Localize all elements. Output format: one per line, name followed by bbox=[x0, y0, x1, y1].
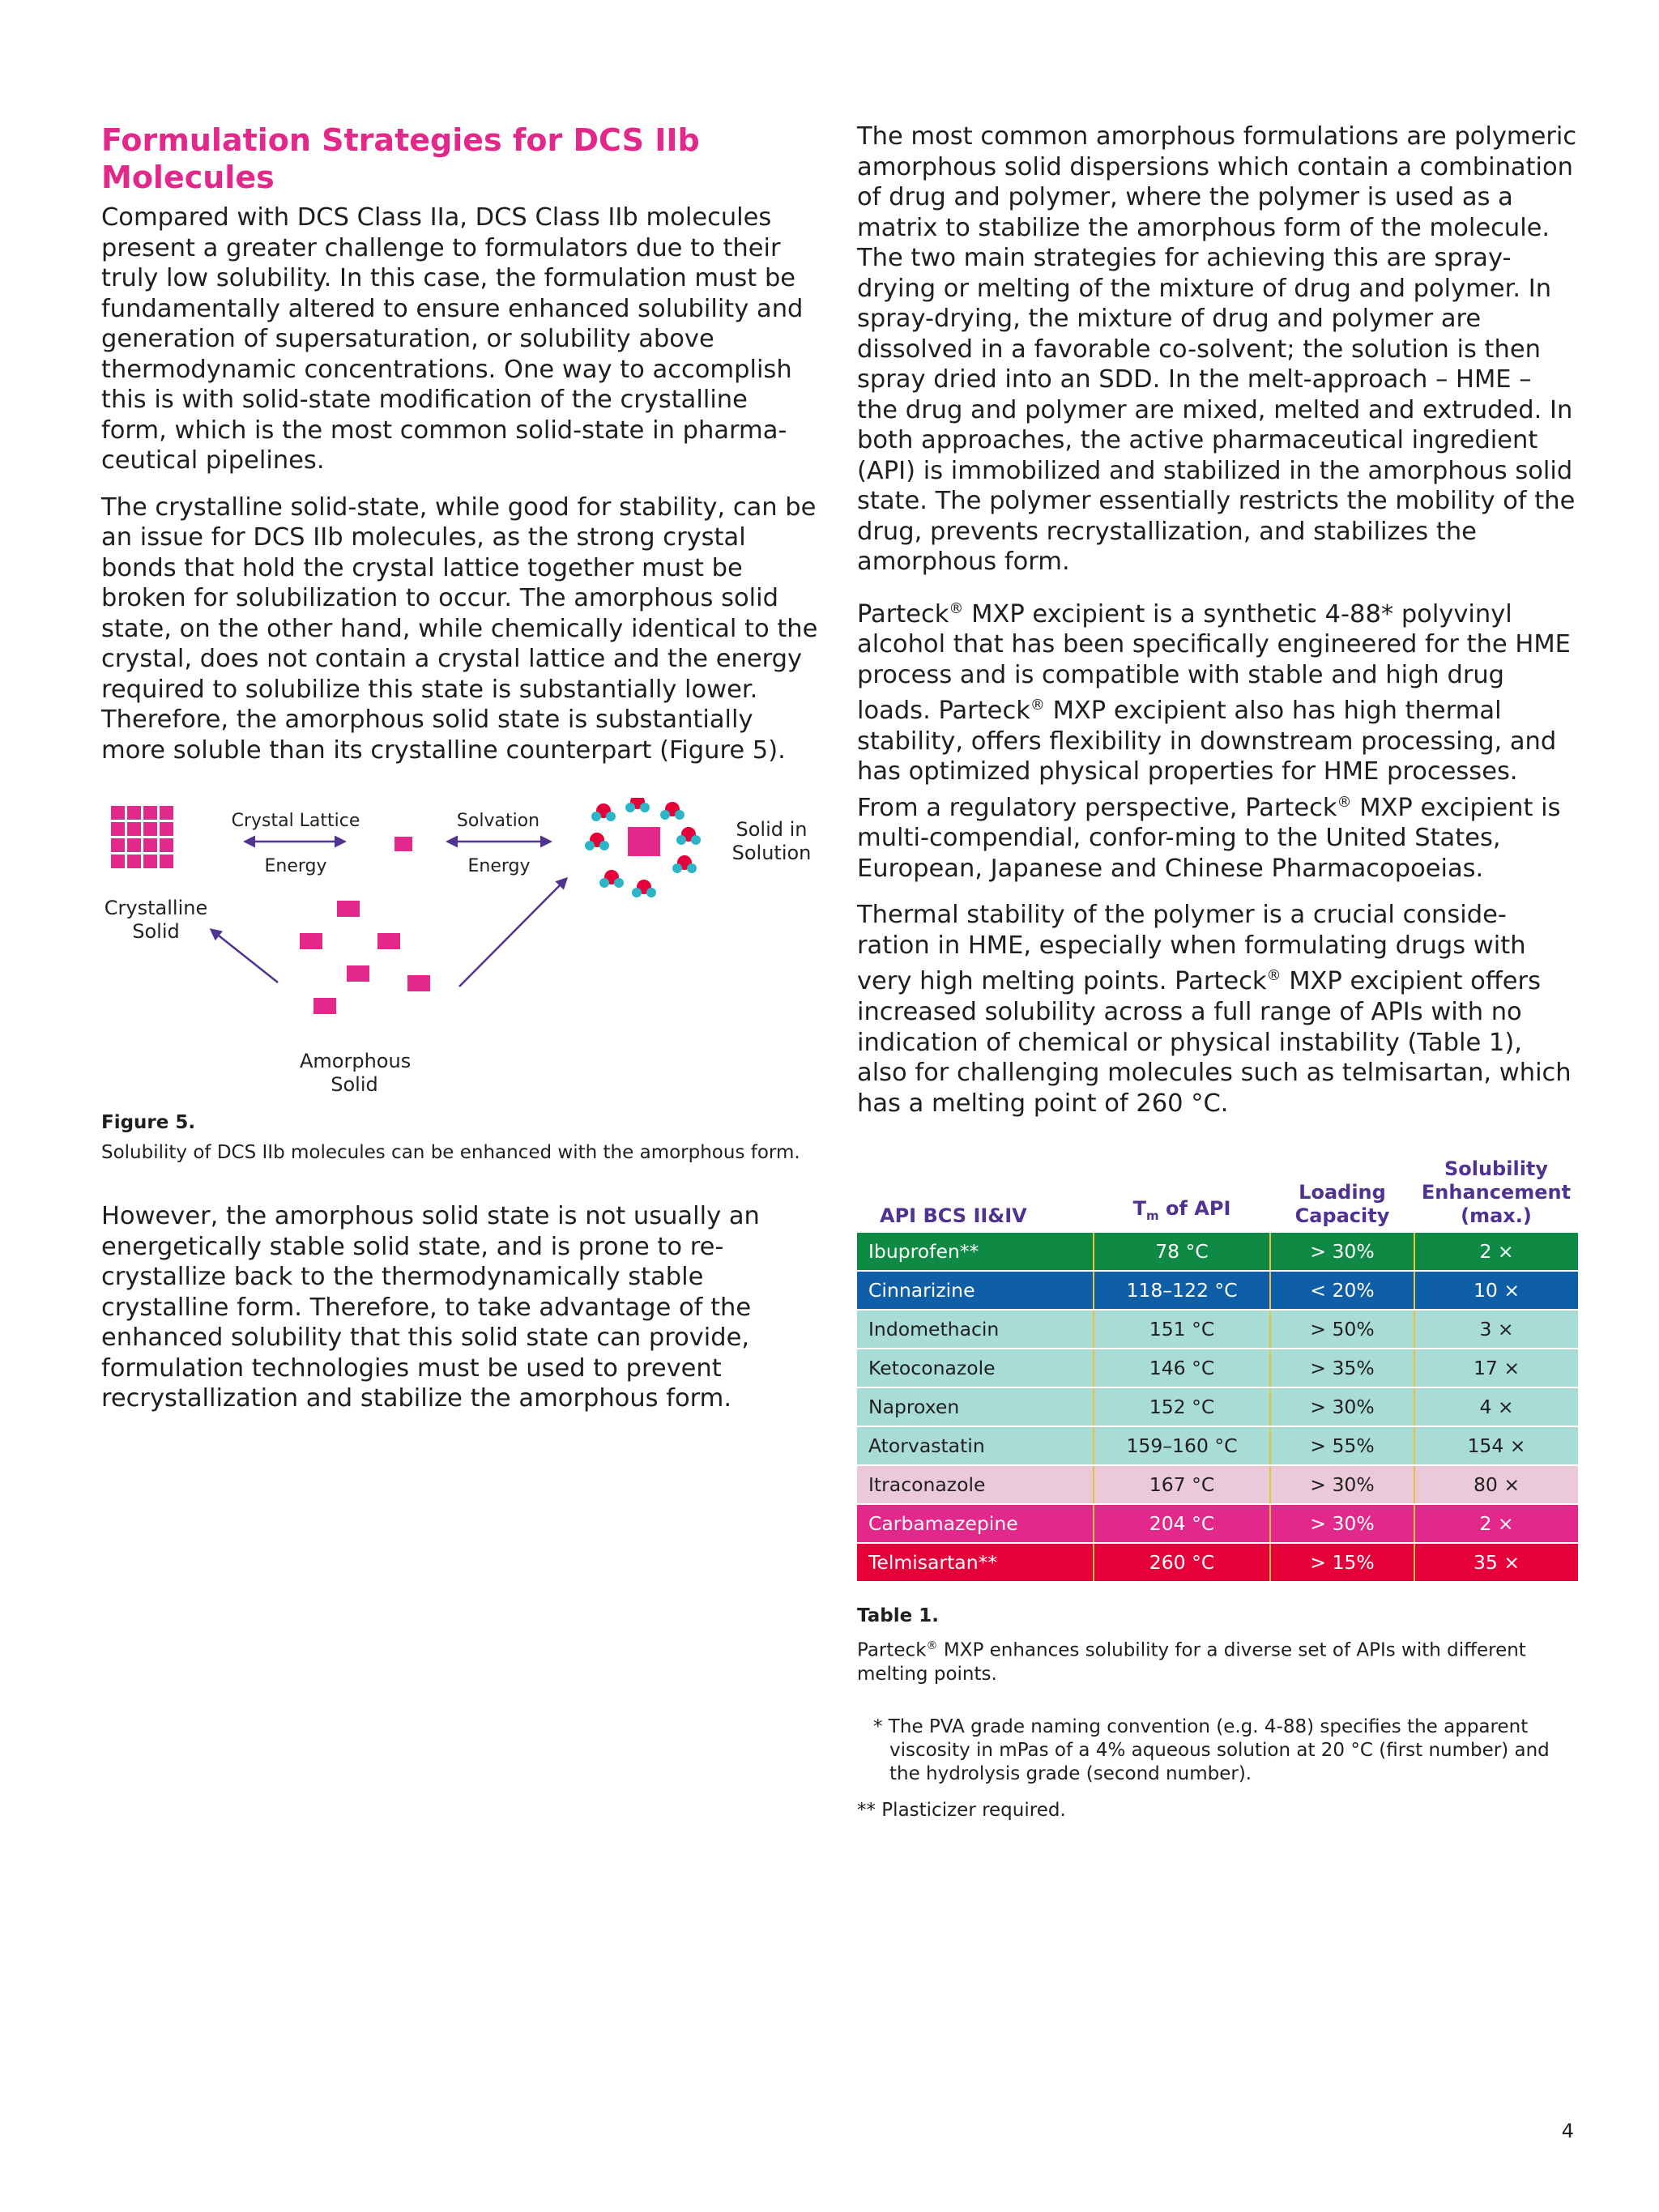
paragraph-1: Compared with DCS Class IIa, DCS Class IIb molecules present a greater challenge to formulators due to their truly low solubility. In this case, the formulation must be fundamentally altered to ensure enhanced solubility and generation of supersaturation, or solubility above thermodynamic concentrations. One way to accomplish this is with solid-state modification of the crystalline form, which is the most common solid-state in pharma-ceutical pipelines. bbox=[101, 203, 804, 475]
cell-api-name: Telmisartan** bbox=[857, 1543, 1094, 1582]
table-row bbox=[857, 1387, 1578, 1426]
single-molecule-icon bbox=[394, 837, 412, 851]
page-number: 4 bbox=[1561, 2120, 1574, 2142]
amorphous-solid-label: Amorphous Solid bbox=[300, 1050, 412, 1096]
table-row bbox=[857, 1349, 1578, 1387]
cell-solubility-enhancement: 2 × bbox=[1414, 1504, 1578, 1543]
table-header-row bbox=[857, 1157, 1578, 1233]
cell-melting-point: 260 °C bbox=[1094, 1543, 1270, 1582]
col-header-tm: $T_m$ of API bbox=[1132, 1197, 1231, 1224]
recrystallize-arrow bbox=[211, 930, 278, 982]
cell-melting-point: 167 °C bbox=[1094, 1465, 1270, 1504]
cell-melting-point: 146 °C bbox=[1094, 1349, 1270, 1387]
table-row bbox=[857, 1543, 1578, 1582]
cell-loading-capacity: > 55% bbox=[1270, 1426, 1414, 1465]
cell-melting-point: 204 °C bbox=[1094, 1504, 1270, 1543]
figure-caption-title: Figure 5. bbox=[101, 1112, 196, 1133]
cell-loading-capacity: > 30% bbox=[1270, 1387, 1414, 1426]
cell-melting-point: 78 °C bbox=[1094, 1233, 1270, 1271]
energy-label-1: Energy bbox=[264, 856, 327, 876]
cell-solubility-enhancement: 3 × bbox=[1414, 1310, 1578, 1349]
left-column bbox=[101, 121, 818, 1430]
cell-solubility-enhancement: 80 × bbox=[1414, 1465, 1578, 1504]
section-heading: Formulation Strategies for DCS IIb Molecules bbox=[101, 122, 700, 195]
crystalline-solid-label: Crystalline Solid bbox=[104, 897, 208, 943]
paragraph-4: The most common amorphous formulations are polymeric amorphous solid dispersions which contain a combination of drug and polymer, where the polymer is used as a matrix to stabilize the amorphous form of the molecule. The two main strategies for achieving this are spray-drying or melting of the mixture of drug and polymer. In spray-drying, the mixture of drug and polymer are dissolved in a favorable co-solvent; the solution is then spray dried into an SDD. In the melt-approach – HME – the drug and polymer are mixed, melted and extruded. In both approaches, the active pharmaceutical ingredient (API) is immobilized and stabilized in the amorphous solid state. The polymer essentially restricts the mobility of the drug, prevents recrystallization, and stabilizes the amorphous form. bbox=[857, 122, 1577, 576]
energy-label-2: Energy bbox=[467, 856, 531, 876]
cell-loading-capacity: > 30% bbox=[1270, 1233, 1414, 1271]
cell-api-name: Indomethacin bbox=[857, 1310, 1094, 1349]
figure-caption bbox=[101, 1112, 818, 1165]
col-header-loading: Loading Capacity bbox=[1294, 1181, 1390, 1228]
figure-5-diagram bbox=[101, 798, 818, 1106]
solute-molecule-icon bbox=[628, 827, 660, 856]
cell-melting-point: 118–122 °C bbox=[1094, 1271, 1270, 1310]
cell-melting-point: 159–160 °C bbox=[1094, 1426, 1270, 1465]
table-row bbox=[857, 1310, 1578, 1349]
cell-api-name: Itraconazole bbox=[857, 1465, 1094, 1504]
cell-api-name: Atorvastatin bbox=[857, 1426, 1094, 1465]
table-row bbox=[857, 1271, 1578, 1310]
table-caption bbox=[857, 1605, 1578, 1686]
dissolve-arrow bbox=[459, 879, 566, 987]
cell-solubility-enhancement: 2 × bbox=[1414, 1233, 1578, 1271]
cell-loading-capacity: > 15% bbox=[1270, 1543, 1414, 1582]
paragraph-5: Parteck® MXP excipient is a synthetic 4-88* polyvinyl alcohol that has been specifically engineered for the HME process and is compatible with stable and high drug loads. Parteck® MXP excipient also has high thermal stability, offers flexibility in downstream processing, and has optimized physical properties for HME processes. From a regulatory perspective, Parteck® MXP excipient is multi-compendial, confor-ming to the United States, European, Japanese and Chinese Pharmacopoeias. bbox=[857, 599, 1571, 883]
paragraph-3: However, the amorphous solid state is not usually an energetically stable solid state, and is prone to re-crystallize back to the thermodynamically stable crystalline form. Therefore, to take advantage of the enhanced solubility that this solid state can provide, formulation technologies must be used to prevent recrystallization and stabilize the amorphous form. bbox=[101, 1202, 760, 1413]
table-row bbox=[857, 1504, 1578, 1543]
right-column bbox=[857, 121, 1578, 1822]
footnote-plasticizer: ** Plasticizer required. bbox=[857, 1799, 1066, 1821]
cell-loading-capacity: > 30% bbox=[1270, 1465, 1414, 1504]
crystal-lattice-icon bbox=[111, 806, 173, 868]
paragraph-6: Thermal stability of the polymer is a crucial conside-ration in HME, especially when formulating drugs with very high melting points. Parteck® MXP excipient offers increased solubility across a full range of APIs with no indication of chemical or physical instability (Table 1), also for challenging molecules such as telmisartan, which has a melting point of 260 °C. bbox=[857, 901, 1572, 1118]
api-solubility-table bbox=[857, 1157, 1578, 1583]
cell-melting-point: 151 °C bbox=[1094, 1310, 1270, 1349]
table-row bbox=[857, 1426, 1578, 1465]
amorphous-solid-icon bbox=[300, 901, 430, 1014]
cell-loading-capacity: > 35% bbox=[1270, 1349, 1414, 1387]
cell-api-name: Ketoconazole bbox=[857, 1349, 1094, 1387]
footnote-pva-grade: * The PVA grade naming convention (e.g. 4-88) specifies the apparent viscosity in mPas of a 4% aqueous solution at 20 °C (first number) and the hydrolysis grade (second number). bbox=[873, 1715, 1550, 1784]
table-caption-text: Parteck® MXP enhances solubility for a diverse set of APIs with different melting points. bbox=[857, 1639, 1526, 1685]
cell-api-name: Naproxen bbox=[857, 1387, 1094, 1426]
table-caption-title: Table 1. bbox=[857, 1605, 939, 1627]
crystal-lattice-label: Crystal Lattice bbox=[231, 811, 360, 831]
cell-loading-capacity: < 20% bbox=[1270, 1271, 1414, 1310]
solid-in-solution-label: Solid in Solution bbox=[731, 818, 812, 864]
cell-solubility-enhancement: 154 × bbox=[1414, 1426, 1578, 1465]
figure-caption-text: Solubility of DCS IIb molecules can be enhanced with the amorphous form. bbox=[101, 1142, 800, 1163]
cell-solubility-enhancement: 35 × bbox=[1414, 1543, 1578, 1582]
table-row bbox=[857, 1233, 1578, 1271]
solubility-diagram bbox=[101, 798, 818, 1106]
cell-melting-point: 152 °C bbox=[1094, 1387, 1270, 1426]
table-row bbox=[857, 1465, 1578, 1504]
solvation-label: Solvation bbox=[456, 811, 540, 831]
table-body bbox=[857, 1233, 1578, 1582]
col-header-api: API BCS II&IV bbox=[880, 1204, 1027, 1228]
cell-api-name: Carbamazepine bbox=[857, 1504, 1094, 1543]
cell-solubility-enhancement: 4 × bbox=[1414, 1387, 1578, 1426]
cell-solubility-enhancement: 17 × bbox=[1414, 1349, 1578, 1387]
cell-loading-capacity: > 30% bbox=[1270, 1504, 1414, 1543]
cell-solubility-enhancement: 10 × bbox=[1414, 1271, 1578, 1310]
cell-loading-capacity: > 50% bbox=[1270, 1310, 1414, 1349]
col-header-enhancement: Solubility Enhancement (max.) bbox=[1421, 1157, 1572, 1228]
cell-api-name: Ibuprofen** bbox=[857, 1233, 1094, 1271]
paragraph-2: The crystalline solid-state, while good for stability, can be an issue for DCS IIb molecules, as the strong crystal bonds that hold the crystal lattice together must be broken for solubilization to occur. The amorphous solid state, on the other hand, while chemically identical to the crystal, does not contain a crystal lattice and the energy required to solubilize this state is substantially lower. Therefore, the amorphous solid state is substantially more soluble than its crystalline counterpart (Figure 5). bbox=[101, 492, 818, 765]
cell-api-name: Cinnarizine bbox=[857, 1271, 1094, 1310]
